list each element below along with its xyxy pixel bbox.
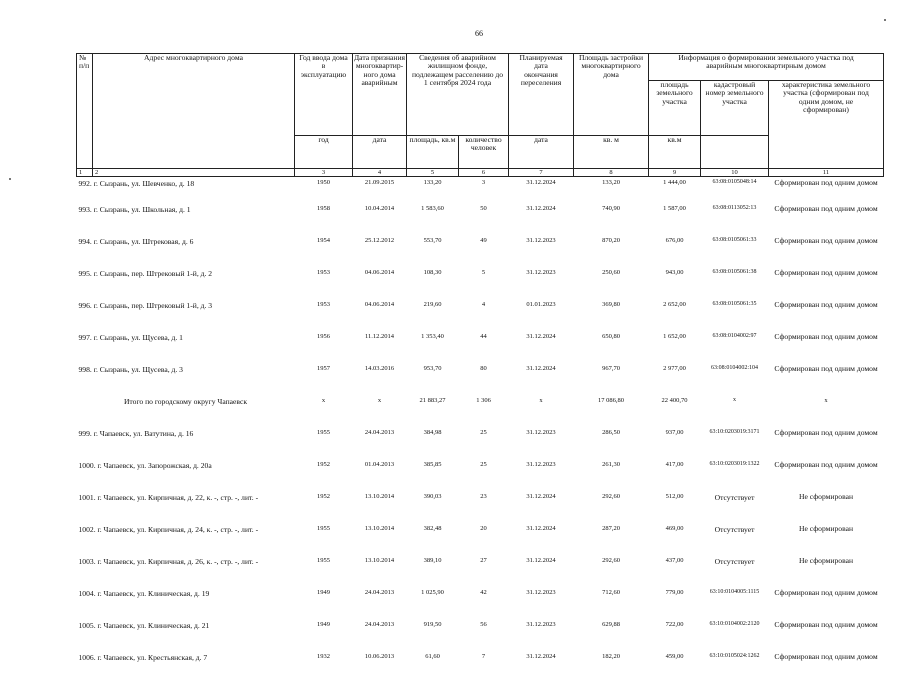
table-row [77, 299, 884, 331]
address-cell [77, 203, 295, 235]
fund-area-cell: 389,10 [407, 555, 459, 587]
date-cell: 24.04.2013 [353, 587, 407, 619]
table-body [77, 177, 884, 683]
address-text: г. Сызрань, ул. Школьная, д. 1 [94, 205, 191, 214]
row-number: 998. [79, 365, 92, 374]
land-area-cell: 1 444,00 [649, 177, 701, 204]
address-cell [77, 177, 295, 204]
date-cell: 24.04.2013 [353, 427, 407, 459]
unit-cadastral [701, 136, 769, 169]
date-cell: 04.06.2014 [353, 299, 407, 331]
table-row [77, 555, 884, 587]
column-number: 10 [701, 169, 769, 177]
date-cell: x [353, 395, 407, 427]
address-text: г. Чапаевск, ул. Клиническая, д. 21 [98, 621, 210, 630]
planned-date-cell: 31.12.2024 [509, 555, 574, 587]
address-cell [77, 459, 295, 491]
header-fund: Сведения об аварийном жилищном фонде, подлежащем расселению до 1 сентября 2024 года [407, 54, 509, 136]
row-number: 996. [79, 301, 92, 310]
people-cell: 25 [459, 459, 509, 491]
date-cell: 13.10.2014 [353, 555, 407, 587]
date-cell: 25.12.2012 [353, 235, 407, 267]
table-row [77, 459, 884, 491]
unit-date: дата [353, 136, 407, 169]
date-cell: 10.06.2013 [353, 651, 407, 683]
cadastral-cell: 63:10:0203019:3171 [701, 427, 769, 459]
fund-area-cell: 133,20 [407, 177, 459, 204]
year-cell: 1955 [295, 555, 353, 587]
planned-date-cell: 01.01.2023 [509, 299, 574, 331]
land-char-cell: Не сформирован [769, 555, 884, 587]
row-number: 1001. [79, 493, 96, 502]
planned-date-cell: 31.12.2024 [509, 203, 574, 235]
unit-land-area: кв.м [649, 136, 701, 169]
planned-date-cell: 31.12.2024 [509, 523, 574, 555]
year-cell: 1950 [295, 177, 353, 204]
row-number: 994. [79, 237, 92, 246]
address-text: г. Чапаевск, ул. Клиническая, д. 19 [98, 589, 210, 598]
year-cell: 1956 [295, 331, 353, 363]
table-row [77, 651, 884, 683]
address-cell [77, 523, 295, 555]
table-row [77, 177, 884, 204]
land-area-cell: 469,00 [649, 523, 701, 555]
building-area-cell: 261,30 [574, 459, 649, 491]
column-number: 3 [295, 169, 353, 177]
cadastral-cell: 63:08:0105061:33 [701, 235, 769, 267]
header-land-area: площадь земельного участка [649, 81, 701, 136]
planned-date-cell: 31.12.2024 [509, 363, 574, 395]
row-number: 1005. [79, 621, 96, 630]
land-area-cell: 2 652,00 [649, 299, 701, 331]
row-number: 1006. [79, 653, 96, 662]
people-cell: 56 [459, 619, 509, 651]
land-char-cell: Сформирован под одним домом [769, 619, 884, 651]
address-text: г. Чапаевск, ул. Ватутина, д. 16 [94, 429, 194, 438]
total-label: Итого по городскому округу Чапаевск [124, 397, 247, 406]
total-row [77, 395, 884, 427]
column-number: 6 [459, 169, 509, 177]
fund-area-cell: 919,50 [407, 619, 459, 651]
year-cell: 1955 [295, 523, 353, 555]
date-cell: 13.10.2014 [353, 491, 407, 523]
people-cell: 4 [459, 299, 509, 331]
cadastral-cell: 63:08:0113052:13 [701, 203, 769, 235]
land-char-cell: Сформирован под одним домом [769, 299, 884, 331]
address-text: г. Сызрань, ул. Штрековая, д. 6 [94, 237, 194, 246]
fund-area-cell: 21 883,27 [407, 395, 459, 427]
land-area-cell: 437,00 [649, 555, 701, 587]
planned-date-cell: 31.12.2024 [509, 177, 574, 204]
people-cell: 44 [459, 331, 509, 363]
address-text: г. Сызрань, ул. Щусева, д. 1 [94, 333, 183, 342]
people-cell: 27 [459, 555, 509, 587]
column-number: 7 [509, 169, 574, 177]
land-area-cell: 512,00 [649, 491, 701, 523]
planned-date-cell: x [509, 395, 574, 427]
date-cell: 10.04.2014 [353, 203, 407, 235]
people-cell: 25 [459, 427, 509, 459]
row-number: 992. [79, 179, 92, 188]
people-cell: 80 [459, 363, 509, 395]
date-cell: 24.04.2013 [353, 619, 407, 651]
cadastral-cell: x [701, 395, 769, 427]
table-row [77, 267, 884, 299]
table-row [77, 619, 884, 651]
land-char-cell: Сформирован под одним домом [769, 203, 884, 235]
cadastral-cell: 63:10:0104005:1115 [701, 587, 769, 619]
cadastral-cell: 63:08:0105061:35 [701, 299, 769, 331]
unit-fund-people: количество человек [459, 136, 509, 169]
address-text: г. Сызрань, пер. Штрековый 1-й, д. 3 [94, 301, 212, 310]
fund-area-cell: 553,70 [407, 235, 459, 267]
address-cell [77, 619, 295, 651]
unit-fund-area: площадь, кв.м [407, 136, 459, 169]
fund-area-cell: 61,60 [407, 651, 459, 683]
cadastral-cell: 63:10:0105024:1262 [701, 651, 769, 683]
building-area-cell: 182,20 [574, 651, 649, 683]
people-cell: 50 [459, 203, 509, 235]
table-row [77, 235, 884, 267]
address-cell [77, 363, 295, 395]
header-area: Площадь застройки многоквартирного дома [574, 54, 649, 136]
date-cell: 13.10.2014 [353, 523, 407, 555]
fund-area-cell: 1 583,60 [407, 203, 459, 235]
fund-area-cell: 382,48 [407, 523, 459, 555]
building-area-cell: 369,80 [574, 299, 649, 331]
table-row [77, 587, 884, 619]
row-number: 1000. [79, 461, 96, 470]
column-number: 5 [407, 169, 459, 177]
land-area-cell: 417,00 [649, 459, 701, 491]
scan-speck [884, 19, 886, 21]
header-land: Информация о формировании земельного участка под аварийным многоквартирным домом [649, 54, 884, 81]
planned-date-cell: 31.12.2024 [509, 651, 574, 683]
land-char-cell: Сформирован под одним домом [769, 459, 884, 491]
year-cell: 1952 [295, 459, 353, 491]
land-area-cell: 937,00 [649, 427, 701, 459]
land-char-cell: Сформирован под одним домом [769, 587, 884, 619]
column-number: 8 [574, 169, 649, 177]
building-area-cell: 967,70 [574, 363, 649, 395]
planned-date-cell: 31.12.2023 [509, 619, 574, 651]
building-area-cell: 870,20 [574, 235, 649, 267]
land-char-cell: x [769, 395, 884, 427]
people-cell: 49 [459, 235, 509, 267]
header-year: Год ввода дома в эксплуатацию [295, 54, 353, 136]
fund-area-cell: 385,85 [407, 459, 459, 491]
building-area-cell: 712,60 [574, 587, 649, 619]
planned-date-cell: 31.12.2023 [509, 267, 574, 299]
year-cell: 1952 [295, 491, 353, 523]
fund-area-cell: 1 353,40 [407, 331, 459, 363]
column-number: 1 [77, 169, 93, 177]
people-cell: 1 306 [459, 395, 509, 427]
building-area-cell: 650,80 [574, 331, 649, 363]
land-char-cell: Сформирован под одним домом [769, 427, 884, 459]
planned-date-cell: 31.12.2023 [509, 427, 574, 459]
column-number: 2 [93, 169, 295, 177]
building-area-cell: 133,20 [574, 177, 649, 204]
land-area-cell: 22 400,70 [649, 395, 701, 427]
year-cell: 1954 [295, 235, 353, 267]
land-area-cell: 943,00 [649, 267, 701, 299]
column-number: 4 [353, 169, 407, 177]
year-cell: 1955 [295, 427, 353, 459]
planned-date-cell: 31.12.2023 [509, 459, 574, 491]
year-cell: 1953 [295, 267, 353, 299]
address-text: г. Сызрань, ул. Шевченко, д. 18 [94, 179, 195, 188]
year-cell: 1949 [295, 619, 353, 651]
row-number: 1004. [79, 589, 96, 598]
row-number: 999. [79, 429, 92, 438]
unit-planned: дата [509, 136, 574, 169]
people-cell: 7 [459, 651, 509, 683]
fund-area-cell: 390,03 [407, 491, 459, 523]
date-cell: 04.06.2014 [353, 267, 407, 299]
people-cell: 5 [459, 267, 509, 299]
row-number: 993. [79, 205, 92, 214]
address-cell [77, 651, 295, 683]
cadastral-cell: 63:08:0105048:14 [701, 177, 769, 204]
land-area-cell: 459,00 [649, 651, 701, 683]
unit-year: год [295, 136, 353, 169]
year-cell: 1957 [295, 363, 353, 395]
land-char-cell: Сформирован под одним домом [769, 331, 884, 363]
address-text: г. Сызрань, ул. Щусева, д. 3 [94, 365, 183, 374]
address-cell [77, 587, 295, 619]
row-number: 997. [79, 333, 92, 342]
scan-speck [9, 178, 11, 180]
land-area-cell: 1 652,00 [649, 331, 701, 363]
header-land-char: характеристика земельного участка (сформирован под одним домом, не сформирован) [769, 81, 884, 169]
building-area-cell: 292,60 [574, 491, 649, 523]
building-area-cell: 17 086,80 [574, 395, 649, 427]
table-row [77, 523, 884, 555]
land-area-cell: 2 977,00 [649, 363, 701, 395]
address-text: г. Чапаевск, ул. Крестьянская, д. 7 [98, 653, 208, 662]
land-char-cell: Сформирован под одним домом [769, 363, 884, 395]
address-cell [77, 331, 295, 363]
land-area-cell: 779,00 [649, 587, 701, 619]
fund-area-cell: 953,70 [407, 363, 459, 395]
row-number: 995. [79, 269, 92, 278]
address-text: г. Чапаевск, ул. Кирпичная, д. 22, к. -, стр. -, лит. - [98, 493, 259, 502]
cadastral-cell: Отсутствует [701, 555, 769, 587]
planned-date-cell: 31.12.2024 [509, 331, 574, 363]
land-char-cell: Сформирован под одним домом [769, 235, 884, 267]
land-char-cell: Не сформирован [769, 491, 884, 523]
land-area-cell: 1 587,00 [649, 203, 701, 235]
address-text: г. Чапаевск, ул. Запорожская, д. 20а [98, 461, 212, 470]
cadastral-cell: 63:10:0203019:1322 [701, 459, 769, 491]
year-cell: 1932 [295, 651, 353, 683]
unit-area: кв. м [574, 136, 649, 169]
row-number: 1002. [79, 525, 96, 534]
people-cell: 20 [459, 523, 509, 555]
address-text: г. Сызрань, пер. Штрековый 1-й, д. 2 [94, 269, 212, 278]
land-char-cell: Сформирован под одним домом [769, 177, 884, 204]
people-cell: 42 [459, 587, 509, 619]
building-area-cell: 629,88 [574, 619, 649, 651]
row-number: 1003. [79, 557, 96, 566]
emergency-housing-table [76, 53, 884, 683]
building-area-cell: 286,50 [574, 427, 649, 459]
date-cell: 21.09.2015 [353, 177, 407, 204]
cadastral-cell: 63:08:0105061:38 [701, 267, 769, 299]
column-number: 9 [649, 169, 701, 177]
address-cell [77, 267, 295, 299]
table-row [77, 203, 884, 235]
address-cell [77, 427, 295, 459]
fund-area-cell: 384,98 [407, 427, 459, 459]
header-cadastral: кадастровый номер земельного участка [701, 81, 769, 136]
address-text: г. Чапаевск, ул. Кирпичная, д. 26, к. -, стр. -, лит. - [98, 557, 259, 566]
table-row [77, 363, 884, 395]
year-cell: 1958 [295, 203, 353, 235]
land-area-cell: 676,00 [649, 235, 701, 267]
planned-date-cell: 31.12.2023 [509, 235, 574, 267]
fund-area-cell: 1 025,90 [407, 587, 459, 619]
table-row [77, 427, 884, 459]
building-area-cell: 292,60 [574, 555, 649, 587]
header-date: Дата признания многоквартир- ного дома аварийным [353, 54, 407, 136]
header-num: № п/п [77, 54, 93, 169]
people-cell: 23 [459, 491, 509, 523]
header-address: Адрес многоквартирного дома [93, 54, 295, 169]
date-cell: 14.03.2016 [353, 363, 407, 395]
land-char-cell: Сформирован под одним домом [769, 267, 884, 299]
date-cell: 11.12.2014 [353, 331, 407, 363]
building-area-cell: 287,20 [574, 523, 649, 555]
land-char-cell: Не сформирован [769, 523, 884, 555]
building-area-cell: 250,60 [574, 267, 649, 299]
address-cell [77, 555, 295, 587]
table-row [77, 491, 884, 523]
year-cell: 1949 [295, 587, 353, 619]
cadastral-cell: 63:08:0104002:97 [701, 331, 769, 363]
land-char-cell: Сформирован под одним домом [769, 651, 884, 683]
column-number-row [77, 169, 884, 177]
page-number: 66 [475, 29, 483, 38]
planned-date-cell: 31.12.2023 [509, 587, 574, 619]
year-cell: 1953 [295, 299, 353, 331]
cadastral-cell: Отсутствует [701, 523, 769, 555]
land-area-cell: 722,00 [649, 619, 701, 651]
cadastral-cell: 63:08:0104002:104 [701, 363, 769, 395]
fund-area-cell: 219,60 [407, 299, 459, 331]
building-area-cell: 740,90 [574, 203, 649, 235]
address-cell [77, 491, 295, 523]
address-cell [77, 395, 295, 427]
planned-date-cell: 31.12.2024 [509, 491, 574, 523]
header-planned: Планируемая дата окончания переселения [509, 54, 574, 136]
cadastral-cell: Отсутствует [701, 491, 769, 523]
address-cell [77, 299, 295, 331]
date-cell: 01.04.2013 [353, 459, 407, 491]
column-number: 11 [769, 169, 884, 177]
cadastral-cell: 63:10:0104002:2120 [701, 619, 769, 651]
fund-area-cell: 108,30 [407, 267, 459, 299]
table-row [77, 331, 884, 363]
year-cell: x [295, 395, 353, 427]
address-text: г. Чапаевск, ул. Кирпичная, д. 24, к. -, стр. -, лит. - [98, 525, 259, 534]
people-cell: 3 [459, 177, 509, 204]
address-cell [77, 235, 295, 267]
